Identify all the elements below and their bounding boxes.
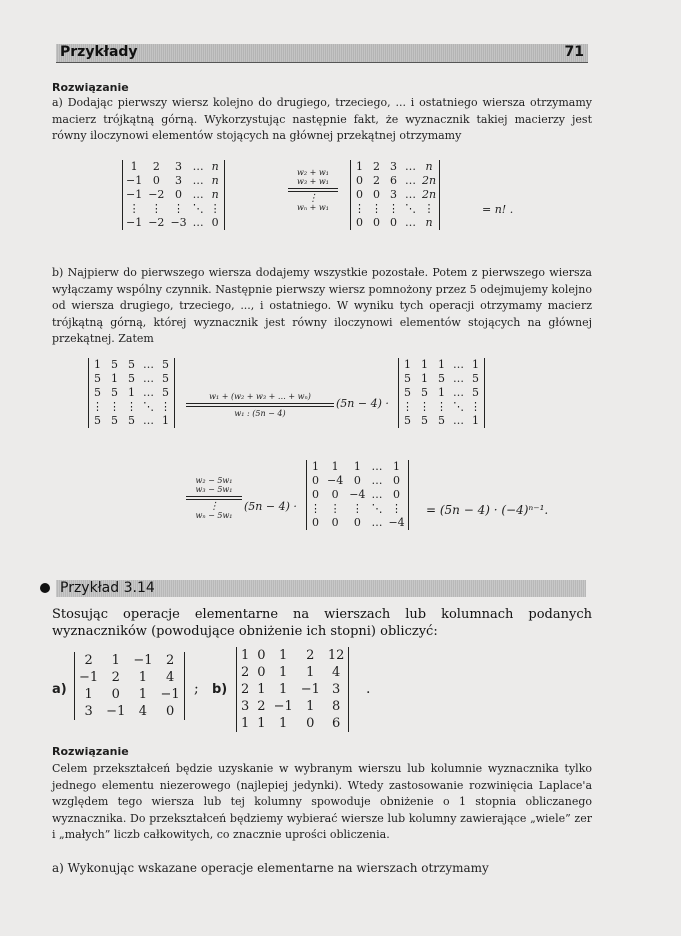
matrix-cell: 5 (162, 386, 169, 399)
example-title: Przykład 3.14 (60, 580, 155, 596)
matrix-row (123, 216, 224, 230)
matrix-table (351, 160, 439, 230)
matrix-cell: 1 (356, 160, 363, 173)
matrix-cell: … (453, 386, 464, 399)
matrix-cell: ⋮ (436, 400, 447, 413)
matrix-cell: … (192, 160, 204, 173)
matrix-cell: −1 (126, 188, 143, 201)
matrix-cell: … (143, 358, 154, 371)
matrix-cell: −1 (126, 216, 143, 229)
matrix-cell: 5 (404, 372, 411, 385)
matrix-cell: 0 (356, 188, 363, 201)
matrix-row (123, 202, 224, 216)
matrix-table (399, 358, 484, 428)
matrix-cell: 3 (390, 160, 397, 173)
matrix-cell: 5 (421, 386, 428, 399)
matrix-cell: −2 (148, 216, 165, 229)
matrix-cell: 5 (438, 414, 445, 427)
matrix-cell: ⋮ (126, 400, 137, 413)
matrix-cell: 1 (393, 460, 401, 473)
matrix-row (75, 703, 184, 720)
matrix-row (307, 474, 408, 488)
matrix-cell: 0 (312, 488, 319, 501)
matrix-cell: … (371, 474, 383, 487)
matrix-ex-b (236, 647, 349, 732)
solution-heading: Rozwiązanie (52, 81, 129, 94)
matrix-row (75, 686, 184, 703)
matrix-cell: 2 (373, 160, 380, 173)
matrix-cell: … (192, 216, 204, 229)
matrix-row (89, 358, 174, 372)
matrix-row (89, 414, 174, 428)
matrix-cell: 0 (331, 488, 339, 501)
matrix-cell: 1 (438, 386, 445, 399)
label-b: b) (212, 682, 228, 697)
matrix-row (351, 216, 439, 230)
matrix-row (237, 664, 348, 681)
matrix-cell: 1 (138, 687, 148, 702)
matrix-cell: n (211, 160, 219, 173)
equals-bar (288, 188, 338, 192)
paragraph-a: a) Dodając pierwszy wiersz kolejno do drugiego, trzeciego, ... i ostatniego wiersza otrzymamy macierz trójkątną górną. Wykorzystując następnie fakt, że wyznacznik takiej macierzy jest równy iloczynowi elementów stojących na głównej przekątnej otrzymamy (52, 96, 592, 142)
matrix-cell: 1 (279, 648, 288, 663)
matrix-cell: 1 (128, 386, 135, 399)
matrix-cell: 2 (111, 670, 120, 685)
matrix-cell: 2 (241, 682, 250, 697)
matrix-cell: 1 (279, 716, 288, 731)
matrix-cell: 5 (111, 386, 118, 399)
matrix-cell: n (425, 160, 433, 173)
matrix-row (351, 174, 439, 188)
matrix-cell: 5 (421, 414, 428, 427)
matrix-cell: 0 (306, 716, 315, 731)
result-b: = (5n − 4) · (−4)ⁿ⁻¹. (426, 503, 549, 517)
matrix-cell: −1 (79, 670, 99, 685)
matrix-cell: ⋮ (160, 400, 171, 413)
matrix-cell: … (453, 372, 464, 385)
matrix-cell: 0 (331, 516, 339, 529)
example-intro: Stosując operacje elementarne na wierszach lub kolumnach podanych wyznaczników (powodujące obniżenie ich stopni) obliczyć: (52, 607, 592, 639)
matrix-cell: 6 (390, 174, 397, 187)
matrix-row (307, 488, 408, 502)
row-ops-b2 (186, 476, 242, 520)
matrix-row (123, 188, 224, 202)
matrix-cell: 5 (128, 414, 135, 427)
op-dots: ⋮ (308, 193, 318, 204)
matrix-cell: −1 (106, 704, 126, 719)
matrix-cell: −2 (148, 188, 165, 201)
matrix-cell: ⋮ (419, 400, 430, 413)
matrix-row (123, 174, 224, 188)
matrix-cell: … (453, 358, 464, 371)
matrix-b3 (306, 460, 409, 530)
matrix-cell: 2 (241, 665, 250, 680)
end-period: . (366, 681, 371, 697)
matrix-cell: 5 (472, 372, 479, 385)
matrix-cell: 2 (257, 699, 266, 714)
matrix-cell: … (192, 174, 204, 187)
equals-bar (186, 403, 334, 407)
matrix-a-right (350, 160, 440, 230)
matrix-cell: … (371, 488, 383, 501)
matrix-cell: ⋮ (354, 202, 365, 215)
matrix-cell: 0 (393, 474, 401, 487)
matrix-cell: ⋮ (128, 202, 140, 215)
matrix-cell: 3 (175, 174, 183, 187)
matrix-cell: ⋮ (92, 400, 103, 413)
op-line: w₁ + (w₂ + w₃ + … + wₙ) (209, 392, 311, 401)
matrix-cell: 1 (331, 460, 339, 473)
matrix-cell: 1 (353, 460, 361, 473)
matrix-table (75, 652, 184, 720)
op-line: w₃ + w₁ (297, 177, 329, 186)
matrix-cell: 4 (138, 704, 148, 719)
matrix-table (123, 160, 224, 230)
matrix-cell: 3 (390, 188, 397, 201)
op-line: wₙ + w₁ (297, 203, 329, 212)
matrix-cell: n (211, 174, 219, 187)
matrix-row (307, 516, 408, 530)
matrix-cell: 1 (138, 670, 148, 685)
matrix-cell: 3 (175, 160, 183, 173)
matrix-cell: 1 (306, 699, 315, 714)
matrix-cell: −4 (388, 516, 405, 529)
matrix-cell: 12 (327, 648, 345, 663)
matrix-cell: 1 (111, 653, 120, 668)
matrix-cell: ⋱ (371, 502, 383, 515)
matrix-b2 (398, 358, 485, 428)
matrix-cell: 1 (130, 160, 138, 173)
matrix-cell: 3 (241, 699, 250, 714)
header-title: Przykłady (60, 44, 138, 60)
equals-bar (186, 496, 242, 500)
matrix-row (75, 669, 184, 686)
matrix-cell: 0 (257, 665, 266, 680)
op-line: wₙ − 5w₁ (195, 511, 233, 520)
matrix-cell: … (405, 174, 416, 187)
matrix-cell: 1 (241, 648, 250, 663)
matrix-cell: −4 (349, 488, 366, 501)
matrix-cell: 5 (438, 372, 445, 385)
matrix-cell: n (425, 216, 433, 229)
matrix-cell: 1 (241, 716, 250, 731)
matrix-cell: 3 (332, 682, 341, 697)
matrix-cell: 1 (279, 682, 288, 697)
matrix-cell: 2 (373, 174, 380, 187)
row-ops-a (288, 168, 338, 212)
matrix-cell: 1 (257, 682, 266, 697)
solution-heading-2: Rozwiązanie (52, 745, 129, 758)
matrix-cell: ⋮ (391, 502, 403, 515)
matrix-cell: … (371, 460, 383, 473)
matrix-cell: 0 (353, 516, 361, 529)
matrix-row (237, 698, 348, 715)
matrix-cell: 0 (356, 174, 363, 187)
matrix-table (89, 358, 174, 428)
matrix-row (89, 372, 174, 386)
matrix-cell: ⋮ (388, 202, 399, 215)
matrix-cell: … (453, 414, 464, 427)
matrix-cell: 1 (257, 716, 266, 731)
matrix-cell: −1 (126, 174, 143, 187)
page-header (56, 44, 588, 63)
matrix-cell: 0 (373, 188, 380, 201)
matrix-cell: 2 (84, 653, 93, 668)
matrix-cell: 0 (175, 188, 183, 201)
matrix-cell: 2n (422, 188, 437, 201)
matrix-cell: 0 (152, 174, 160, 187)
matrix-cell: 0 (356, 216, 363, 229)
matrix-row (399, 400, 484, 414)
matrix-cell: −1 (300, 682, 320, 697)
matrix-cell: ⋱ (453, 400, 464, 413)
matrix-cell: 5 (128, 358, 135, 371)
matrix-cell: −1 (133, 653, 153, 668)
matrix-cell: … (143, 414, 154, 427)
matrix-cell: 1 (404, 358, 411, 371)
matrix-row (89, 386, 174, 400)
matrix-cell: 5 (404, 414, 411, 427)
matrix-cell: 0 (211, 216, 219, 229)
matrix-cell: 1 (312, 460, 319, 473)
matrix-cell: … (192, 188, 204, 201)
matrix-cell: … (143, 372, 154, 385)
matrix-cell: 1 (279, 665, 288, 680)
matrix-cell: … (143, 386, 154, 399)
paragraph-method: Celem przekształceń będzie uzyskanie w wybranym wierszu lub kolumnie wyznacznika tylko jednego elementu niezerowego (najlepiej jedynki). Wtedy zastosowanie rozwinięcia Laplace'a względem tego wiersza lub tej kolumny spowoduje obniżenie o 1 stopnia obliczanego wyznacznika. Do przekształceń będziemy wybierać wiersze lub kolumny zawierające „wiele” zer i „małych” liczb całkowitych, co znacznie uprości obliczenia. (52, 762, 592, 841)
matrix-cell: 1 (472, 414, 479, 427)
matrix-cell: 0 (111, 687, 120, 702)
matrix-cell: 0 (312, 516, 319, 529)
label-a: a) (52, 682, 67, 697)
paragraph-a-2: a) Wykonując wskazane operacje elementarne na wierszach otrzymamy (52, 861, 489, 875)
matrix-cell: −1 (273, 699, 293, 714)
matrix-cell: 5 (162, 358, 169, 371)
matrix-cell: 2 (165, 653, 175, 668)
op-line: w₂ − 5w₁ (195, 476, 233, 485)
matrix-cell: ⋮ (470, 400, 481, 413)
matrix-cell: 5 (111, 358, 118, 371)
matrix-cell: … (405, 188, 416, 201)
matrix-a-left (122, 160, 225, 230)
matrix-cell: 3 (84, 704, 93, 719)
matrix-cell: 5 (128, 372, 135, 385)
matrix-row (399, 358, 484, 372)
matrix-cell: … (405, 160, 416, 173)
matrix-cell: ⋱ (192, 202, 204, 215)
matrix-cell: 4 (332, 665, 341, 680)
matrix-cell: 0 (373, 216, 380, 229)
matrix-table (307, 460, 408, 530)
matrix-row (399, 414, 484, 428)
matrix-row (237, 647, 348, 664)
matrix-cell: 1 (472, 358, 479, 371)
matrix-row (75, 652, 184, 669)
matrix-cell: 6 (332, 716, 341, 731)
matrix-cell: 1 (162, 414, 169, 427)
op-line: w₁ : (5n − 4) (234, 409, 286, 418)
matrix-cell: ⋮ (150, 202, 162, 215)
matrix-ex-a (74, 652, 185, 720)
matrix-cell: 0 (312, 474, 319, 487)
matrix-row (351, 160, 439, 174)
matrix-cell: n (211, 188, 219, 201)
matrix-cell: ⋮ (371, 202, 382, 215)
matrix-cell: ⋱ (405, 202, 416, 215)
matrix-cell: 1 (111, 372, 118, 385)
matrix-cell: 5 (404, 386, 411, 399)
matrix-row (237, 681, 348, 698)
matrix-cell: ⋱ (143, 400, 154, 413)
result-a: = n! . (482, 203, 514, 216)
matrix-cell: ⋮ (329, 502, 341, 515)
matrix-row (123, 160, 224, 174)
matrix-cell: 1 (421, 358, 428, 371)
matrix-cell: 2 (152, 160, 160, 173)
matrix-row (399, 372, 484, 386)
matrix-cell: ⋮ (310, 502, 321, 515)
row-ops-b1 (186, 392, 334, 418)
matrix-cell: 0 (257, 648, 266, 663)
paragraph-b: b) Najpierw do pierwszego wiersza dodajemy wszystkie pozostałe. Potem z pierwszego wiersza wyłączamy wspólny czynnik. Następnie pierwszy wiersz pomnożony przez 5 odejmujemy kolejno od wiersza drugiego, trzeciego, ..., i ostatniego. W wyniku tych operacji otrzymamy macierz trójkątną górną, której wyznacznik jest równy iloczynowi elementów stojących na głównej przekątnej. Zatem (52, 266, 592, 345)
matrix-row (307, 502, 408, 516)
matrix-cell: 2 (306, 648, 315, 663)
matrix-cell: ⋮ (173, 202, 185, 215)
matrix-cell: 0 (353, 474, 361, 487)
matrix-cell: 1 (94, 358, 101, 371)
separator: ; (194, 681, 199, 697)
op-dots: ⋮ (209, 501, 219, 512)
matrix-cell: 1 (421, 372, 428, 385)
bullet-icon (40, 583, 50, 593)
matrix-cell: 1 (306, 665, 315, 680)
matrix-cell: 2n (422, 174, 437, 187)
matrix-cell: 1 (438, 358, 445, 371)
matrix-cell: 5 (111, 414, 118, 427)
matrix-cell: ⋮ (402, 400, 413, 413)
matrix-cell: 5 (94, 386, 101, 399)
matrix-row (237, 715, 348, 732)
matrix-cell: 0 (390, 216, 397, 229)
matrix-cell: ⋮ (351, 502, 363, 515)
matrix-cell: 5 (94, 372, 101, 385)
matrix-row (89, 400, 174, 414)
matrix-row (399, 386, 484, 400)
matrix-cell: −4 (327, 474, 344, 487)
matrix-cell: … (371, 516, 383, 529)
matrix-b1 (88, 358, 175, 428)
matrix-row (351, 188, 439, 202)
matrix-cell: 8 (332, 699, 341, 714)
op-line: w₃ − 5w₁ (195, 485, 233, 494)
matrix-cell: 1 (84, 687, 93, 702)
matrix-table (237, 647, 348, 732)
matrix-cell: 5 (472, 386, 479, 399)
op-line: w₂ + w₁ (297, 168, 329, 177)
matrix-cell: ⋮ (109, 400, 120, 413)
matrix-row (351, 202, 439, 216)
matrix-cell: −3 (170, 216, 187, 229)
matrix-cell: 5 (162, 372, 169, 385)
matrix-cell: −1 (160, 687, 180, 702)
matrix-cell: 0 (165, 704, 175, 719)
page-number: 71 (564, 44, 584, 60)
matrix-row (307, 460, 408, 474)
factor-b2: (5n − 4) · (244, 500, 297, 513)
matrix-cell: … (405, 216, 416, 229)
matrix-cell: ⋮ (209, 202, 221, 215)
matrix-cell: ⋮ (423, 202, 435, 215)
matrix-cell: 0 (393, 488, 401, 501)
matrix-cell: 5 (94, 414, 101, 427)
factor-b1: (5n − 4) · (336, 397, 389, 410)
matrix-cell: 4 (165, 670, 175, 685)
